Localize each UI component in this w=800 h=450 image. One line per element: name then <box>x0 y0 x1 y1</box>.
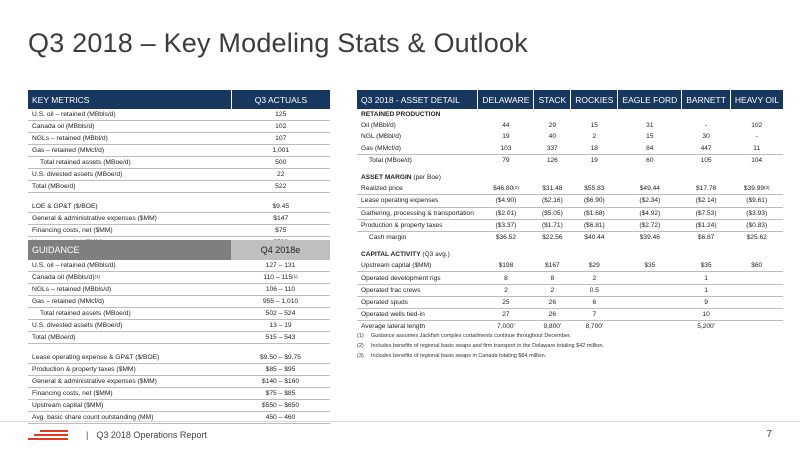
guidance-row <box>28 284 330 296</box>
asset-detail-value: 6 <box>571 296 618 308</box>
asset-detail-value: 29 <box>548 122 556 130</box>
key-metric-label: Total retained assets (MBoe/d) <box>28 157 232 169</box>
guidance-table <box>28 240 330 424</box>
asset-detail-value: ($5.05) <box>534 207 571 219</box>
key-metric-value: 125 <box>232 109 331 121</box>
spacer <box>28 193 330 202</box>
asset-detail-row <box>357 183 783 195</box>
guidance-label: Total retained assets (MBoe/d) <box>28 308 231 320</box>
key-metric-row <box>28 109 330 121</box>
asset-detail-label: Realized price <box>357 183 478 195</box>
asset-detail-value: 7 <box>571 309 618 321</box>
asset-detail-value: 447 <box>682 143 731 155</box>
asset-detail-value <box>618 321 682 333</box>
asset-detail-value: ($4.92) <box>618 207 682 219</box>
guidance-label: U.S. oil – retained (MBbls/d) <box>28 260 231 272</box>
guidance-label: Financing costs, net ($MM) <box>28 388 231 400</box>
guidance-row <box>28 364 330 376</box>
asset-detail-value: 19 <box>590 156 598 164</box>
guidance-header <box>28 240 330 260</box>
key-metric-label: Gas – retained (MMcf/d) <box>28 145 232 157</box>
asset-detail-row <box>357 272 783 284</box>
section-title-row <box>357 109 783 120</box>
guidance-label: U.S. divested assets (MBoe/d) <box>28 320 231 332</box>
asset-detail-value: 15 <box>646 133 654 141</box>
asset-detail-value: ($6.90) <box>571 195 618 207</box>
key-metric-label: Financing costs, net ($MM) <box>28 225 232 237</box>
asset-detail-value: 104 <box>751 156 763 164</box>
asset-detail-value: 8 <box>534 272 571 284</box>
asset-detail-label: Production & property taxes <box>357 219 478 231</box>
asset-detail-value: 15 <box>590 122 598 130</box>
asset-detail-value: ($1.24) <box>682 219 731 231</box>
asset-detail-row <box>357 309 783 321</box>
asset-detail-value: $22.56 <box>542 233 563 241</box>
asset-detail-value: ($6.81) <box>571 219 618 231</box>
asset-column-header: ROCKIES <box>571 90 618 109</box>
asset-column-header: STACK <box>534 90 571 109</box>
key-metric-row <box>28 193 330 202</box>
footnote-2: (2) Includes benefits of regional basis swaps and firm transport in the Delaware totaling $42 million. <box>357 343 604 349</box>
asset-detail-label: Average lateral length <box>361 323 426 331</box>
asset-detail-value: 102 <box>751 122 763 130</box>
asset-detail-value: $36.52 <box>495 233 517 241</box>
asset-detail-value: ($3.37) <box>478 219 534 231</box>
asset-detail-value: 9 <box>682 296 731 308</box>
guidance-value: $9.50 – $9.75 <box>231 352 330 364</box>
asset-detail-value: 79 <box>502 156 510 164</box>
guidance-header-q4: Q4 2018e <box>231 240 330 260</box>
asset-detail-value: ($1.68) <box>571 207 618 219</box>
company-logo-icon <box>28 429 70 441</box>
key-metric-value: 522 <box>232 181 331 193</box>
asset-detail-value: 30 <box>702 133 710 141</box>
key-metric-value: $9.45 <box>232 201 331 213</box>
guidance-label: Avg. basic share count outstanding (MM) <box>28 412 231 424</box>
guidance-value: 13 – 19 <box>231 320 330 332</box>
asset-detail-value <box>618 296 682 308</box>
asset-detail-value: 2 <box>534 284 571 296</box>
key-metric-label: LOE & GP&T ($/BOE) <box>28 201 232 213</box>
asset-detail-value: ($2.34) <box>618 195 682 207</box>
asset-detail-value: ($2.01) <box>478 207 534 219</box>
asset-detail-value: ($2.14) <box>682 195 731 207</box>
guidance-row <box>28 376 330 388</box>
key-metric-value: $147 <box>232 213 331 225</box>
asset-detail-value: 19 <box>502 133 510 141</box>
asset-detail-value: 31 <box>646 122 654 130</box>
asset-detail-value: $40.44 <box>584 233 605 241</box>
asset-detail-table <box>357 90 783 332</box>
asset-detail-value: 44 <box>502 122 510 130</box>
asset-detail-label: Operated spuds <box>357 296 478 308</box>
guidance-value: $75 – $85 <box>231 388 330 400</box>
asset-detail-row <box>357 284 783 296</box>
asset-column-header: DELAWARE <box>478 90 534 109</box>
asset-detail-value: $49.44 <box>618 183 682 195</box>
section-subtitle: (Q3 avg.) <box>422 251 450 259</box>
asset-detail-label: Lease operating expenses <box>357 195 478 207</box>
key-metric-row <box>28 133 330 145</box>
guidance-row <box>28 260 330 272</box>
asset-detail-value: $55.83 <box>571 183 618 195</box>
asset-detail-value: - <box>704 122 708 130</box>
key-metric-row <box>28 145 330 157</box>
asset-detail-label: Upstream capital ($MM) <box>357 260 478 272</box>
asset-detail-value: 1 <box>682 272 731 284</box>
guidance-label: Canada oil (MBbls/d)$^{(1)}$ <box>28 272 231 284</box>
guidance-value: $85 – $95 <box>231 364 330 376</box>
spacer <box>28 344 330 353</box>
asset-detail-value <box>730 309 783 321</box>
asset-detail-value: $39.46 <box>639 233 660 241</box>
guidance-value: 515 – 543 <box>231 332 330 344</box>
asset-detail-value: 103 <box>478 143 534 155</box>
asset-detail-value: 2 <box>571 272 618 284</box>
asset-detail-value: $46.80$^{(2)}$ <box>478 183 534 195</box>
asset-detail-value: 60 <box>646 156 654 164</box>
asset-detail-value: - <box>755 133 758 141</box>
asset-detail-value: $29 <box>571 260 618 272</box>
key-metric-label: NGLs – retained (MBbl/d) <box>28 133 232 145</box>
asset-detail-value: 1 <box>682 284 731 296</box>
guidance-label: General & administrative expenses ($MM) <box>28 376 231 388</box>
asset-detail-label: Operated development rigs <box>357 272 478 284</box>
asset-detail-label: Operated wells tied-in <box>357 309 478 321</box>
asset-detail-value: ($3.93) <box>730 207 783 219</box>
asset-column-header: EAGLE FORD <box>618 90 682 109</box>
asset-detail-value: $35 <box>682 260 731 272</box>
asset-detail-value: 5,200' <box>697 323 715 331</box>
guidance-label: NGLs – retained (MBbls/d) <box>28 284 231 296</box>
guidance-value: 955 – 1,010 <box>231 296 330 308</box>
key-metric-label: Total (MBoe/d) <box>28 181 232 193</box>
asset-detail-value <box>618 284 682 296</box>
asset-detail-value: 10 <box>682 309 731 321</box>
asset-detail-value: 2 <box>592 133 597 141</box>
guidance-value: 450 – 460 <box>231 412 330 424</box>
asset-detail-value: 337 <box>534 143 571 155</box>
asset-detail-value: 105 <box>700 156 712 164</box>
asset-detail-value <box>618 272 682 284</box>
asset-detail-header-label: Q3 2018 - ASSET DETAIL <box>357 90 478 109</box>
asset-detail-label: Gas (MMcf/d) <box>357 143 478 155</box>
asset-detail-row <box>357 154 783 166</box>
asset-detail-label: Operated frac crews <box>357 284 478 296</box>
guidance-label: Lease operating expense & GP&T ($/BOE) <box>28 352 231 364</box>
asset-detail-value: 0.5 <box>571 284 618 296</box>
guidance-value: 502 – 524 <box>231 308 330 320</box>
asset-detail-value: $60 <box>730 260 783 272</box>
key-metric-row <box>28 213 330 225</box>
key-metric-label: U.S. divested assets (MBoe/d) <box>28 169 232 181</box>
guidance-label: Upstream capital ($MM) <box>28 400 231 412</box>
key-metric-row <box>28 169 330 181</box>
asset-detail-value: $17.78 <box>682 183 731 195</box>
key-metric-label: Canada oil (MBbls/d) <box>28 121 232 133</box>
asset-detail-value: 126 <box>546 156 558 164</box>
asset-detail-value: 40 <box>548 133 556 141</box>
key-metric-value: 1,001 <box>232 145 331 157</box>
key-metric-row <box>28 181 330 193</box>
key-metric-label: General & administrative expenses ($MM) <box>28 213 232 225</box>
asset-detail-value: 11 <box>730 143 783 155</box>
key-metrics-header <box>28 90 330 109</box>
section-subtitle: (per Boe) <box>413 174 441 182</box>
asset-detail-value: 18 <box>571 143 618 155</box>
section-title: RETAINED PRODUCTION <box>361 111 441 119</box>
footer-divider <box>0 421 800 422</box>
key-metric-value: 102 <box>232 121 331 133</box>
guidance-row <box>28 352 330 364</box>
asset-detail-row <box>357 207 783 219</box>
guidance-label: Total (MBoe/d) <box>28 332 231 344</box>
asset-detail-value: $31.48 <box>534 183 571 195</box>
asset-detail-row <box>357 231 783 243</box>
asset-detail-value: $167 <box>534 260 571 272</box>
guidance-row <box>28 344 330 353</box>
asset-column-header: HEAVY OIL <box>730 90 783 109</box>
guidance-label: Production & property taxes ($MM) <box>28 364 231 376</box>
key-metrics-header-q3: Q3 ACTUALS <box>232 90 331 109</box>
key-metric-value: 107 <box>232 133 331 145</box>
footnote-ref: (1) <box>94 274 100 279</box>
key-metric-value: 22 <box>232 169 331 181</box>
guidance-value: $140 – $160 <box>231 376 330 388</box>
asset-detail-value <box>730 272 783 284</box>
asset-detail-value <box>730 321 783 333</box>
asset-detail-row <box>357 120 783 131</box>
asset-detail-value: 27 <box>478 309 534 321</box>
asset-detail-value: ($0.83) <box>730 219 783 231</box>
guidance-row <box>28 320 330 332</box>
key-metric-row <box>28 121 330 133</box>
guidance-label: Gas – retained (MMcf/d) <box>28 296 231 308</box>
asset-detail-value <box>730 296 783 308</box>
guidance-value: $550 – $650 <box>231 400 330 412</box>
asset-detail-row <box>357 296 783 308</box>
key-metric-label: U.S. oil – retained (MBbls/d) <box>28 109 232 121</box>
asset-detail-value: $25.62 <box>746 233 767 241</box>
key-metrics-header-label: KEY METRICS <box>28 90 232 109</box>
asset-detail-row <box>357 219 783 231</box>
guidance-header-label: GUIDANCE <box>28 240 231 260</box>
asset-detail-value: 26 <box>534 309 571 321</box>
asset-detail-row <box>357 260 783 272</box>
asset-detail-value: 7,000' <box>497 323 515 331</box>
guidance-value: 127 – 131 <box>231 260 330 272</box>
asset-detail-value: 84 <box>618 143 682 155</box>
asset-detail-value: ($4.90) <box>478 195 534 207</box>
asset-detail-value: ($1.71) <box>534 219 571 231</box>
asset-detail-row <box>357 143 783 155</box>
asset-column-header: BARNETT <box>682 90 731 109</box>
asset-detail-value: $39.99$^{(3)}$ <box>730 183 783 195</box>
asset-detail-value <box>730 284 783 296</box>
guidance-row <box>28 332 330 344</box>
asset-detail-label: Gathering, processing & transportation <box>357 207 478 219</box>
asset-detail-value: ($2.16) <box>534 195 571 207</box>
key-metric-row <box>28 157 330 169</box>
asset-detail-label: Total (MBoe/d) <box>369 156 412 164</box>
guidance-row <box>28 296 330 308</box>
asset-detail-value: 2 <box>478 284 534 296</box>
asset-detail-row <box>357 321 783 333</box>
asset-detail-value: 25 <box>478 296 534 308</box>
asset-detail-row <box>357 195 783 207</box>
footnote-ref: (2) <box>513 185 519 191</box>
asset-detail-value <box>618 309 682 321</box>
key-metric-row <box>28 201 330 213</box>
key-metric-row <box>28 225 330 237</box>
key-metric-value: $75 <box>232 225 331 237</box>
section-title-row <box>357 172 783 183</box>
page-number: 7 <box>766 429 772 440</box>
asset-detail-value: $198 <box>478 260 534 272</box>
section-title: CAPITAL ACTIVITY (Q3 avg.) <box>361 251 450 259</box>
asset-detail-label: Oil (MBbl/d) <box>361 122 396 130</box>
guidance-row <box>28 308 330 320</box>
footnote-3: (3) Includes benefits of regional basis swaps in Canada totaling $84 million. <box>357 353 547 359</box>
guidance-value: 106 – 110 <box>231 284 330 296</box>
guidance-row <box>28 400 330 412</box>
asset-detail-value: 26 <box>534 296 571 308</box>
asset-detail-header <box>357 90 783 109</box>
footnote-1: (1) Guidance assumes Jackfish complex curtailments continue throughout December. <box>357 333 571 339</box>
asset-detail-value: 8,700' <box>585 323 604 331</box>
asset-detail-value: 8 <box>478 272 534 284</box>
footnote-ref: (3) <box>764 185 770 191</box>
asset-detail-label: NGL (MBbl/d) <box>361 133 402 141</box>
asset-detail-value: ($9.61) <box>730 195 783 207</box>
guidance-value: 110 – 115$^{(1)}$ <box>231 272 330 284</box>
section-title-row <box>357 249 783 260</box>
footnote-ref: (1) <box>292 274 298 279</box>
asset-detail-value: ($2.72) <box>618 219 682 231</box>
asset-detail-row <box>357 131 783 142</box>
guidance-row <box>28 388 330 400</box>
key-metric-value: 500 <box>232 157 331 169</box>
asset-detail-label: Cash margin <box>369 233 407 241</box>
key-metrics-table <box>28 90 330 249</box>
footer-report-name: | Q3 2018 Operations Report <box>86 430 207 440</box>
guidance-row <box>28 272 330 284</box>
page-title: Q3 2018 – Key Modeling Stats & Outlook <box>28 28 528 58</box>
asset-detail-value: $6.87 <box>697 233 715 241</box>
section-title: ASSET MARGIN (per Boe) <box>361 174 441 182</box>
asset-detail-value: ($7.53) <box>682 207 731 219</box>
asset-detail-value: 9,800' <box>543 323 562 331</box>
asset-detail-value: $35 <box>618 260 682 272</box>
